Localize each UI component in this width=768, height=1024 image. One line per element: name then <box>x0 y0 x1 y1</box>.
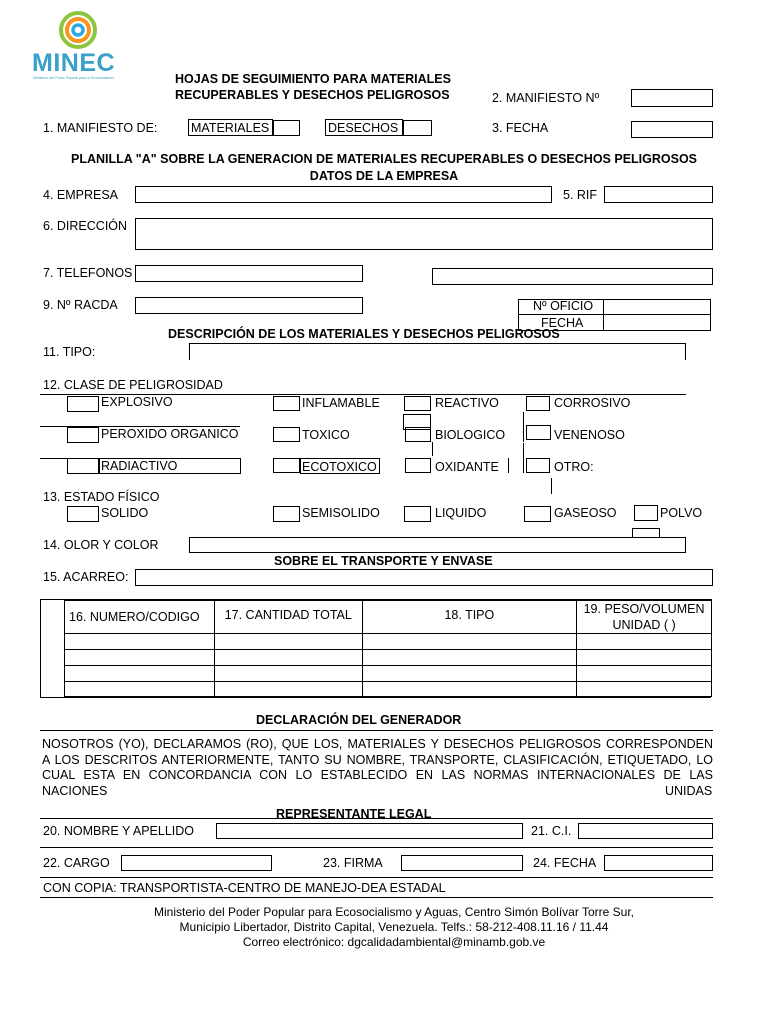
declaracion-heading: DECLARACIÓN DEL GENERADOR <box>256 713 462 727</box>
gaseoso-checkbox[interactable] <box>524 506 551 522</box>
declaracion-line-4a: NACIONES <box>42 784 108 798</box>
table-cell[interactable] <box>214 650 362 666</box>
otro-divider-bottom <box>551 478 552 494</box>
desechos-label: DESECHOS <box>328 121 399 135</box>
olor-label: 14. OLOR Y COLOR <box>43 538 159 552</box>
table-cell[interactable] <box>65 666 215 682</box>
copia-line-top <box>40 877 713 878</box>
desechos-checkbox[interactable] <box>403 120 432 136</box>
tipo-line-top <box>189 343 686 344</box>
oficio-divider <box>518 314 711 315</box>
table-cell[interactable] <box>577 650 712 666</box>
biologico-checkbox[interactable] <box>405 427 431 442</box>
venenoso-label: VENENOSO <box>554 428 625 442</box>
corrosivo-label: CORROSIVO <box>554 396 631 410</box>
racda-label: 9. Nº RACDA <box>43 298 118 312</box>
logo-text: MINEC <box>32 49 116 77</box>
estado-label: 13. ESTADO FÍSICO <box>43 490 160 504</box>
table-cell[interactable] <box>65 634 215 650</box>
table-row <box>65 650 712 666</box>
datos-empresa-heading: DATOS DE LA EMPRESA <box>309 169 459 183</box>
toxico-checkbox[interactable] <box>273 427 300 442</box>
table-cell[interactable] <box>214 634 362 650</box>
table-cell[interactable] <box>577 682 712 697</box>
manifiesto-no-field[interactable] <box>631 89 713 107</box>
oficio-vdivider <box>603 299 604 331</box>
telefonos-field-2[interactable] <box>432 268 713 285</box>
materiales-checkbox[interactable] <box>273 120 300 136</box>
header-numero: 16. NUMERO/CODIGO <box>65 601 215 634</box>
fecha-rep-field[interactable] <box>604 855 713 871</box>
otro-divider <box>523 443 524 473</box>
biologico-label: BIOLOGICO <box>435 428 506 442</box>
nombre-field[interactable] <box>216 823 523 839</box>
planilla-title: PLANILLA "A" SOBRE LA GENERACION DE MATERIALES RECUPERABLES O DESECHOS PELIGROSOS <box>70 152 698 166</box>
representante-heading: REPRESENTANTE LEGAL <box>276 807 432 821</box>
materials-table <box>64 600 712 697</box>
empresa-field[interactable] <box>135 186 552 203</box>
gaseoso-label: GASEOSO <box>554 506 617 520</box>
table-cell[interactable] <box>362 666 576 682</box>
cargo-label: 22. CARGO <box>43 856 110 870</box>
rif-label: 5. RIF <box>563 188 598 202</box>
racda-field[interactable] <box>135 297 363 314</box>
liquido-label: LIQUIDO <box>435 506 487 520</box>
otro-label: OTRO: <box>554 460 594 474</box>
nombre-label: 20. NOMBRE Y APELLIDO <box>43 824 194 838</box>
materiales-label: MATERIALES <box>191 121 270 135</box>
table-cell[interactable] <box>362 682 576 697</box>
otro-checkbox[interactable] <box>526 458 550 473</box>
ci-field[interactable] <box>578 823 713 839</box>
empresa-label: 4. EMPRESA <box>43 188 119 202</box>
semisolido-label: SEMISOLIDO <box>302 506 380 520</box>
footer-line-2: Municipio Libertador, Distrito Capital, Venezuela. Telfs.: 58-212-408.11.16 / 11.44 <box>179 920 609 934</box>
ecotoxico-label: ECOTOXICO <box>302 460 377 474</box>
reactivo-checkbox[interactable] <box>404 396 431 411</box>
table-cell[interactable] <box>214 682 362 697</box>
ci-label: 21. C.I. <box>531 824 572 838</box>
oxidante-divider <box>508 458 509 473</box>
copia-line-bottom <box>40 897 713 898</box>
telefonos-label: 7. TELEFONOS <box>43 266 133 280</box>
transporte-heading: SOBRE EL TRANSPORTE Y ENVASE <box>274 554 493 568</box>
explosivo-label: EXPLOSIVO <box>101 395 173 409</box>
polvo-label: POLVO <box>660 506 703 520</box>
liquido-checkbox[interactable] <box>404 506 431 522</box>
table-row <box>65 682 712 697</box>
telefonos-field[interactable] <box>135 265 363 282</box>
tipo-line-right <box>685 343 686 360</box>
footer-line-1: Ministerio del Poder Popular para Ecosocialismo y Aguas, Centro Simón Bolívar Torre Sur, <box>153 905 634 919</box>
representante-line <box>40 818 713 819</box>
spiral-logo-icon <box>58 10 98 50</box>
reactivo-label: REACTIVO <box>435 396 499 410</box>
header-peso-line2: UNIDAD ( ) <box>612 618 676 632</box>
table-cell[interactable] <box>362 650 576 666</box>
fecha-field[interactable] <box>631 121 713 138</box>
descripcion-heading: DESCRIPCIÓN DE LOS MATERIALES Y DESECHOS PELIGROSOS <box>168 327 560 341</box>
corrosivo-checkbox[interactable] <box>526 396 550 411</box>
table-cell[interactable] <box>577 634 712 650</box>
oxidante-label: OXIDANTE <box>435 460 499 474</box>
table-bottom-line <box>40 697 711 698</box>
venenoso-checkbox[interactable] <box>526 425 551 440</box>
direccion-label: 6. DIRECCIÓN <box>43 219 128 233</box>
clase-label: 12. CLASE DE PELIGROSIDAD <box>43 378 223 392</box>
direccion-field[interactable] <box>135 218 713 250</box>
declaracion-line-4b: UNIDAS <box>665 784 713 798</box>
manifiesto-no-label: 2. MANIFIESTO Nº <box>492 91 600 105</box>
radiactivo-line <box>40 458 68 459</box>
declaracion-line <box>40 730 713 731</box>
header-peso-line1: 19. PESO/VOLUMEN <box>583 602 705 616</box>
table-cell[interactable] <box>65 650 215 666</box>
manifiesto-de-label: 1. MANIFIESTO DE: <box>43 121 158 135</box>
header-cantidad: 17. CANTIDAD TOTAL <box>214 601 362 634</box>
copia-text: CON COPIA: TRANSPORTISTA-CENTRO DE MANEJO-DEA ESTADAL <box>43 881 446 895</box>
rif-field[interactable] <box>604 186 713 203</box>
header-peso <box>577 601 712 634</box>
oficio-label: Nº OFICIO <box>533 299 594 313</box>
cargo-field[interactable] <box>121 855 272 871</box>
logo-subtitle: Ministerio del Poder Popular para el Ecosocialismo <box>33 76 115 80</box>
declaracion-line-1: NOSOTROS (YO), DECLARAMOS (RO), QUE LOS, MATERIALES Y DESECHOS PELIGROSOS CORRESPONDEN <box>42 737 713 751</box>
solido-checkbox[interactable] <box>67 506 99 522</box>
olor-field[interactable] <box>189 537 686 553</box>
oxidante-checkbox[interactable] <box>405 458 431 473</box>
inflamable-label: INFLAMABLE <box>302 396 380 410</box>
firma-label: 23. FIRMA <box>323 856 383 870</box>
footer-line-3: Correo electrónico: dgcalidadambiental@minamb.gob.ve <box>242 935 546 949</box>
declaracion-line-3: CUAL ESTA EN CONCORDANCIA CON LO ESTABLECIDO EN LAS NORMAS INTERNACIONALES DE LAS <box>42 768 713 782</box>
oxidante-divider-top <box>432 442 433 456</box>
radiactivo-checkbox[interactable] <box>67 458 99 474</box>
inflamable-checkbox[interactable] <box>273 396 300 411</box>
fecha-rep-label: 24. FECHA <box>533 856 597 870</box>
table-left-line <box>40 599 41 697</box>
title-line-2: RECUPERABLES Y DESECHOS PELIGROSOS <box>175 88 450 102</box>
tipo-label: 11. TIPO: <box>43 345 96 359</box>
table-cell[interactable] <box>362 634 576 650</box>
radiactivo-label: RADIACTIVO <box>101 459 178 473</box>
table-row <box>65 666 712 682</box>
firma-field[interactable] <box>401 855 523 871</box>
peroxido-label: PEROXIDO ORGANICO <box>101 427 239 441</box>
venenoso-divider <box>523 412 524 442</box>
table-cell[interactable] <box>65 682 215 697</box>
table-row <box>65 634 712 650</box>
table-cell[interactable] <box>577 666 712 682</box>
ecotoxico-checkbox[interactable] <box>273 458 300 473</box>
acarreo-label: 15. ACARREO: <box>43 570 129 584</box>
title-line-1: HOJAS DE SEGUIMIENTO PARA MATERIALES <box>175 72 451 86</box>
semisolido-checkbox[interactable] <box>273 506 300 522</box>
fecha-label: 3. FECHA <box>492 121 549 135</box>
declaracion-line-2: A LOS DESCRITOS ANTERIORMENTE, TANTO SU NOMBRE, TRANSPORTE, CLASIFICACIÓN, ETIQUETADO, LO <box>42 753 713 767</box>
table-header-row <box>65 601 712 634</box>
header-tipo: 18. TIPO <box>362 601 576 634</box>
acarreo-field[interactable] <box>135 569 713 586</box>
solido-label: SOLIDO <box>101 506 149 520</box>
explosivo-checkbox[interactable] <box>67 396 99 412</box>
cargo-line-top <box>40 847 713 848</box>
peroxido-checkbox[interactable] <box>67 427 99 443</box>
table-cell[interactable] <box>214 666 362 682</box>
tipo-line-left <box>189 343 190 360</box>
toxico-label: TOXICO <box>302 428 350 442</box>
oficio-fecha-label: FECHA <box>541 316 584 330</box>
polvo-checkbox[interactable] <box>634 505 658 521</box>
